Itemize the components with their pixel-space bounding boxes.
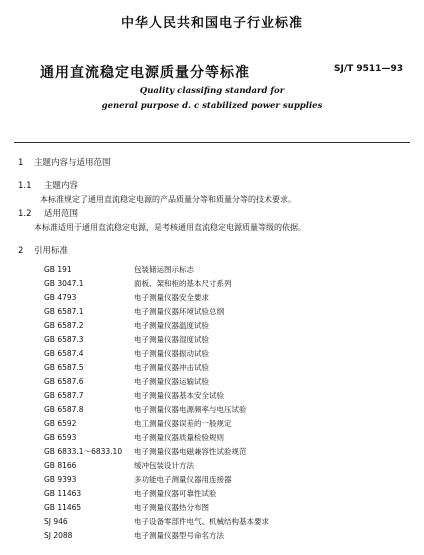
reference-name: 电子测量仪器可靠性试验 [134, 489, 217, 498]
reference-code: GB 3047.1 [44, 279, 84, 288]
reference-code: GB 6592 [44, 419, 77, 428]
reference-code: GB 6587.2 [44, 321, 84, 330]
reference-code: GB 11465 [44, 503, 82, 512]
document-title: 通用直流稳定电源质量分等标准 [40, 65, 250, 81]
reference-code: GB 6587.5 [44, 363, 84, 372]
reference-code: GB 6833.1～6833.10 [44, 447, 123, 456]
reference-name: 电子测量仪器温度试验 [134, 321, 209, 330]
reference-name: 电子测量仪器电磁兼容性试验规范 [134, 447, 247, 456]
reference-name: 电子测量仪器运输试验 [134, 377, 209, 386]
section-1-1-number: 1.1 [18, 181, 32, 191]
document-header: 中华人民共和国电子行业标准 [120, 16, 303, 31]
reference-code: GB 8166 [44, 461, 77, 470]
english-title-line-2: general purpose d. c stabilized power supplies [101, 101, 323, 111]
standard-code: SJ/T 9511—93 [334, 64, 403, 74]
reference-code: GB 6587.4 [44, 349, 84, 358]
reference-name: 电子测量仪器型号命名方法 [134, 531, 224, 540]
reference-code: GB 6593 [44, 433, 77, 442]
reference-code: GB 6587.3 [44, 335, 84, 344]
reference-code: GB 4793 [44, 293, 77, 302]
section-1-number: 1 [18, 158, 24, 168]
reference-name: 电子测量仪器振动试验 [134, 349, 209, 358]
section-1-2-heading: 适用范围 [44, 209, 79, 219]
reference-code: GB 6587.1 [44, 307, 84, 316]
reference-code: GB 6587.7 [44, 391, 84, 400]
reference-name: 电工测量仪器误差的一般规定 [134, 419, 232, 428]
reference-code: SJ 2088 [44, 531, 73, 540]
reference-name: 电子设备零部件电气、机械结构基本要求 [134, 517, 269, 526]
reference-name: 电子测量仪器环境试验总纲 [134, 307, 224, 316]
reference-code: GB 11463 [44, 489, 82, 498]
section-2-heading: 引用标准 [34, 246, 69, 256]
section-1-2-number: 1.2 [18, 209, 32, 219]
reference-name: 电子测量仪器安全要求 [134, 293, 209, 302]
reference-code: GB 191 [44, 265, 72, 274]
section-1-1-body: 本标准规定了通用直流稳定电源的产品质量分等和质量分等的技术要求。 [40, 195, 296, 204]
reference-code: SJ 946 [44, 517, 68, 526]
reference-code: GB 6587.6 [44, 377, 84, 386]
reference-name: 电子测量仪器电源频率与电压试验 [134, 405, 247, 414]
reference-name: 包装储运图示标志 [134, 265, 194, 274]
reference-name: 多功能电子测量仪器用连接器 [134, 475, 232, 484]
reference-name: 电子测量仪器质量检验规则 [134, 433, 224, 442]
reference-name: 电子测量仪器热分布图 [134, 503, 209, 512]
reference-code: GB 9393 [44, 475, 77, 484]
section-1-heading: 主题内容与适用范围 [34, 158, 111, 168]
english-title-line-1: Quality classifing standard for [139, 86, 285, 96]
title-divider [14, 142, 410, 143]
section-1-2-body: 本标准适用于通用直流稳定电源，是考核通用直流稳定电源质量等级的依据。 [34, 223, 306, 232]
reference-name: 电子测量仪器基本安全试验 [134, 391, 224, 400]
section-2-number: 2 [18, 246, 24, 256]
reference-code: GB 6587.8 [44, 405, 84, 414]
section-1-1-heading: 主题内容 [44, 181, 79, 191]
reference-name: 缓冲包装设计方法 [134, 461, 194, 470]
reference-name: 电子测量仪器湿度试验 [134, 335, 209, 344]
reference-name: 电子测量仪器冲击试验 [134, 363, 209, 372]
reference-name: 面板、架和柜的基本尺寸系列 [134, 279, 232, 288]
